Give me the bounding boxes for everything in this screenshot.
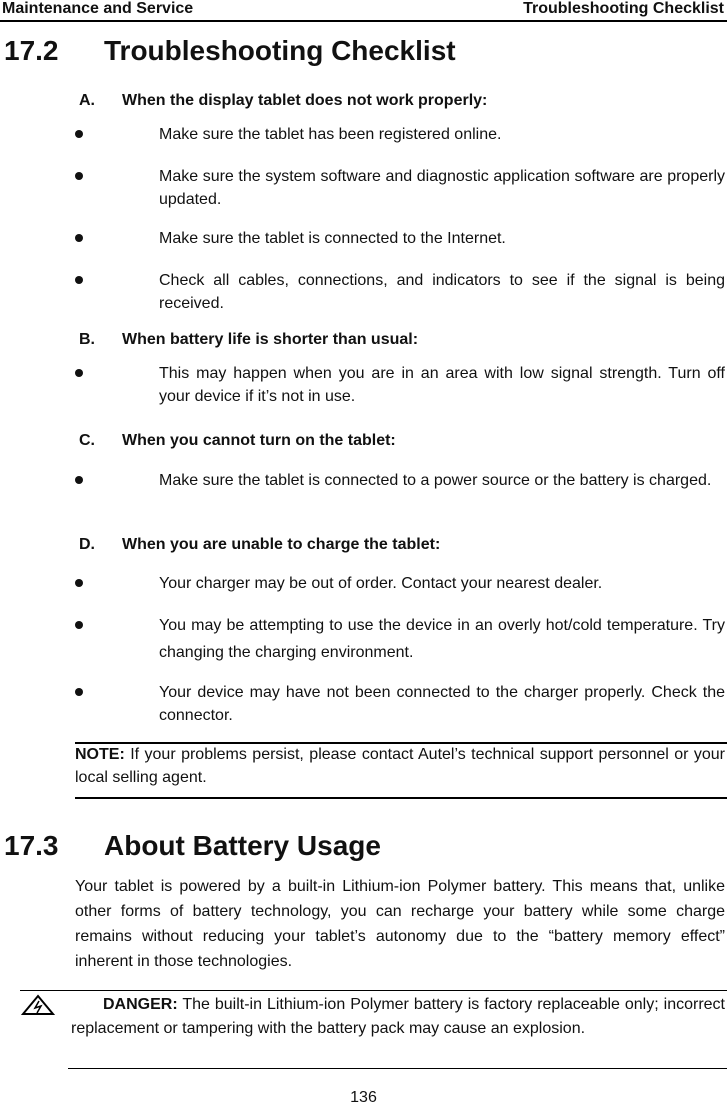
danger-top-rule bbox=[20, 990, 727, 991]
note bbox=[75, 743, 725, 789]
text: Check all cables, connections, and indicators to see if the signal is being received. bbox=[159, 272, 725, 312]
header-left: Maintenance and Service bbox=[2, 0, 194, 17]
bullet-icon bbox=[75, 234, 83, 242]
group-c-heading bbox=[79, 432, 396, 450]
text: The built-in Lithium-ion Polymer battery is factory replaceable only; incorrect replacement or tampering with the battery pack may cause an explosion. bbox=[71, 996, 725, 1037]
list-item bbox=[75, 269, 725, 315]
danger-bottom-rule bbox=[68, 1068, 727, 1069]
text: When the display tablet does not work properly: bbox=[122, 92, 488, 109]
text: Troubleshooting Checklist bbox=[104, 35, 456, 66]
text: If your problems persist, please contact Autel’s technical support personnel or your local selling agent. bbox=[75, 746, 725, 786]
text: You may be attempting to use the device in an overly hot/cold temperature. Try changing the charging environment. bbox=[159, 617, 725, 661]
group-b-heading bbox=[79, 331, 418, 349]
list-item bbox=[75, 469, 725, 492]
text: When you are unable to charge the tablet: bbox=[122, 536, 441, 553]
list-item bbox=[75, 165, 725, 211]
list-item bbox=[75, 681, 725, 727]
bullet-icon bbox=[75, 476, 83, 484]
bullet-icon bbox=[75, 276, 83, 284]
list-item bbox=[75, 614, 725, 666]
battery-paragraph: Your tablet is powered by a built-in Lithium-ion Polymer battery. This means that, unlike other forms of battery technology, you can recharge your battery while some charge remains without reducing your tablet’s autonomy due to the “battery memory effect” inherent in those technologies. bbox=[75, 878, 725, 970]
text: Make sure the system software and diagnostic application software are properly updated. bbox=[159, 168, 725, 208]
danger-warning-icon bbox=[21, 994, 55, 1016]
text: 17.3 bbox=[4, 830, 59, 861]
header-right: Troubleshooting Checklist bbox=[523, 0, 724, 17]
text: This may happen when you are in an area with low signal strength. Turn off your device if it’s not in use. bbox=[159, 365, 725, 405]
text: Your device may have not been connected to the charger properly. Check the connector. bbox=[159, 684, 725, 724]
danger-notice bbox=[71, 993, 725, 1041]
section-heading-17-3 bbox=[4, 830, 381, 862]
text: When you cannot turn on the tablet: bbox=[122, 432, 396, 449]
text: B. bbox=[79, 331, 95, 348]
list-item bbox=[75, 227, 725, 250]
text: When battery life is shorter than usual: bbox=[122, 331, 419, 348]
bullet-icon bbox=[75, 130, 83, 138]
text: D. bbox=[79, 536, 95, 553]
header-rule bbox=[0, 20, 727, 22]
text: About Battery Usage bbox=[104, 830, 381, 861]
section-heading-17-2 bbox=[4, 35, 456, 67]
text: Make sure the tablet has been registered online. bbox=[159, 126, 502, 143]
note-bottom-rule bbox=[75, 797, 727, 799]
bullet-icon bbox=[75, 621, 83, 629]
text: C. bbox=[79, 432, 95, 449]
bullet-icon bbox=[75, 172, 83, 180]
group-a-heading bbox=[79, 92, 487, 110]
text: Make sure the tablet is connected to the Internet. bbox=[159, 230, 506, 247]
text: Make sure the tablet is connected to a power source or the battery is charged. bbox=[159, 472, 712, 489]
text: A. bbox=[79, 92, 95, 109]
bullet-icon bbox=[75, 688, 83, 696]
list-item bbox=[75, 572, 725, 595]
text: DANGER: bbox=[103, 996, 178, 1013]
group-d-heading bbox=[79, 536, 440, 554]
text: NOTE: bbox=[75, 746, 125, 763]
text: 17.2 bbox=[4, 35, 59, 66]
bullet-icon bbox=[75, 579, 83, 587]
page-number: 136 bbox=[350, 1089, 377, 1106]
list-item bbox=[75, 362, 725, 408]
bullet-icon bbox=[75, 369, 83, 377]
list-item bbox=[75, 123, 725, 146]
text: Your charger may be out of order. Contact your nearest dealer. bbox=[159, 575, 603, 592]
